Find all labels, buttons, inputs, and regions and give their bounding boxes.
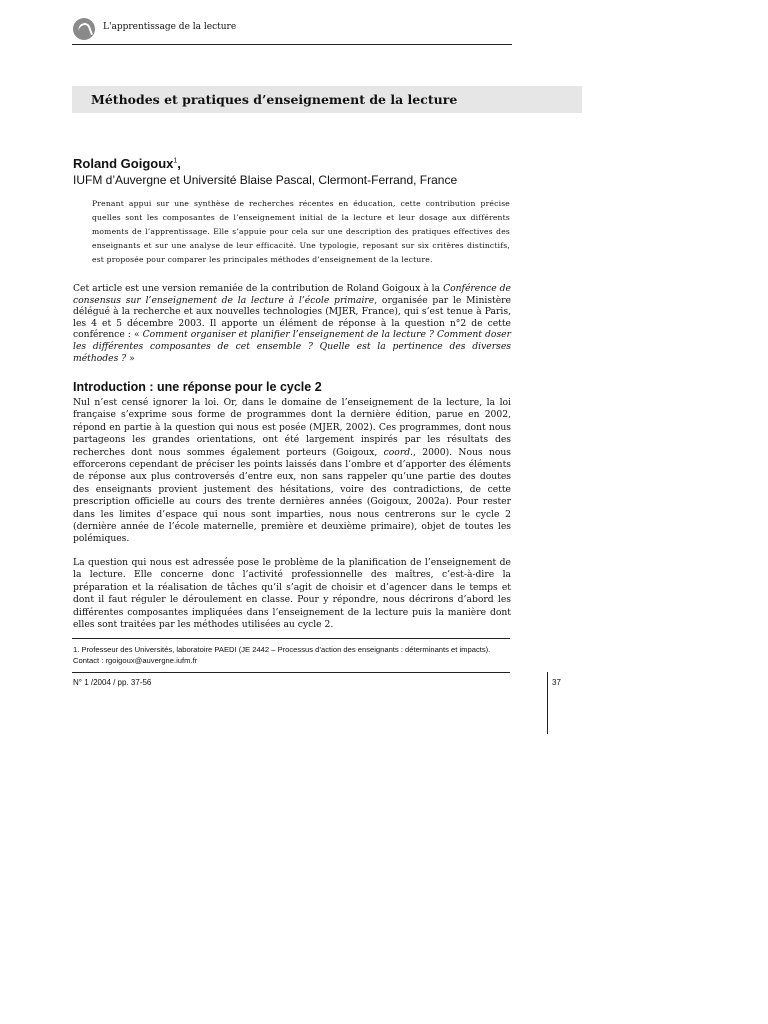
intro-note-text-3: »	[126, 352, 135, 364]
paragraph-1-text-c: , 2000). Nous nous efforcerons cependant de préciser les points laissés dans l’ombre et d’apporter des éléments de réponse aux plus controversés d’entre eux, non sans rappeler qu’une partie des doutes des enseignants provient justement des hésitations, voire des contradictions, de cette prescription officielle au cours des trente dernières années (Goigoux, 2002a). Pour rester dans les limites d’espace qui nous sont imparties, nous nous centrerons sur le cycle 2 (dernière année de l’école maternelle, première et deuxième primaire), objet de toutes les polémiques.	[73, 446, 511, 545]
intro-note	[73, 283, 511, 364]
conference-title: Conférence de consensus sur l’enseignement de la lecture à l’école primaire	[73, 283, 511, 306]
page-number-divider	[547, 672, 548, 734]
question-quote: Comment organiser et planifier l’enseignement de la lecture ? Comment doser les différentes composantes de cet ensemble ? Quelle est la pertinence des diverses méthodes ?	[73, 329, 511, 364]
journal-logo-icon	[73, 18, 95, 40]
title-band	[72, 86, 582, 113]
article-title: Méthodes et pratiques d’enseignement de la lecture	[91, 92, 458, 107]
body-paragraph-2: La question qui nous est adressée pose le problème de la planification de l’enseignement de la lecture. Elle concerne donc l’activité professionnelle des maîtres, c’est-à-dire la préparation et la réalisation de tâches qu’il s’agit de choisir et d’agencer dans le temps et dont il faut réguler le déroulement en classe. Pour y répondre, nous décrirons d’abord les différentes composantes impliquées dans l’enseignement de la lecture puis la manière dont elles sont traitées par les méthodes utilisées au cycle 2.	[73, 557, 511, 631]
author-affiliation: IUFM d’Auvergne et Université Blaise Pascal, Clermont-Ferrand, France	[73, 173, 458, 187]
section-heading: Introduction : une réponse pour le cycle 2	[73, 380, 322, 394]
author-note-mark: 1	[173, 157, 178, 165]
intro-note-text-1: Cet article est une version remaniée de la contribution de Roland Goigoux à la	[73, 283, 444, 294]
paragraph-1-text-b: coord.	[383, 446, 414, 458]
footer-divider	[72, 672, 510, 673]
header-divider	[72, 44, 512, 45]
author-name: Roland Goigoux	[73, 156, 174, 171]
footnote: 1. Professeur des Universités, laboratoire PAEDI (JE 2442 – Processus d’action des enseignants : déterminants et impacts). Contact : rgoigoux@auvergne.iufm.fr	[73, 645, 491, 665]
footnote-divider	[72, 638, 510, 639]
paragraph-1-text-a: Nul n’est censé ignorer la loi. Or, dans le domaine de l’enseignement de la lecture, la loi française s’exprime sous forme de programmes dont la dernière édition, parue en 2002, répond en partie à la question qui nous est posée (MJER, 2002). Ces programmes, dont nous partageons les grandes orientations, ont été largement inspirés par les résultats des recherches dont nous sommes également porteurs (Goigoux,	[73, 397, 511, 458]
page-number: 37	[552, 678, 561, 687]
intro-note-text-2: , organisée par le Ministère délégué à la recherche et aux nouvelles technologies (MJER, France), qui s’est tenue à Paris, les 4 et 5 décembre 2003. Il apporte un élément de réponse à la question n°2 de cette conférence : «	[73, 294, 511, 341]
author-line	[73, 156, 181, 171]
author-suffix: ,	[177, 156, 181, 171]
body-paragraph-1	[73, 397, 511, 546]
abstract: Prenant appui sur une synthèse de recherches récentes en éducation, cette contribution précise quelles sont les composantes de l’enseignement initial de la lecture et leur dosage aux différents moments de l’apprentissage. Elle s’appuie pour cela sur une description des pratiques effectives des enseignants et sur une analyse de leur efficacité. Une typologie, reposant sur six critères distinctifs, est proposée pour comparer les principales méthodes d’enseignement de la lecture.	[92, 199, 510, 264]
journal-reference: N° 1 /2004 / pp. 37-56	[73, 678, 152, 687]
running-head: L'apprentissage de la lecture	[103, 22, 237, 32]
